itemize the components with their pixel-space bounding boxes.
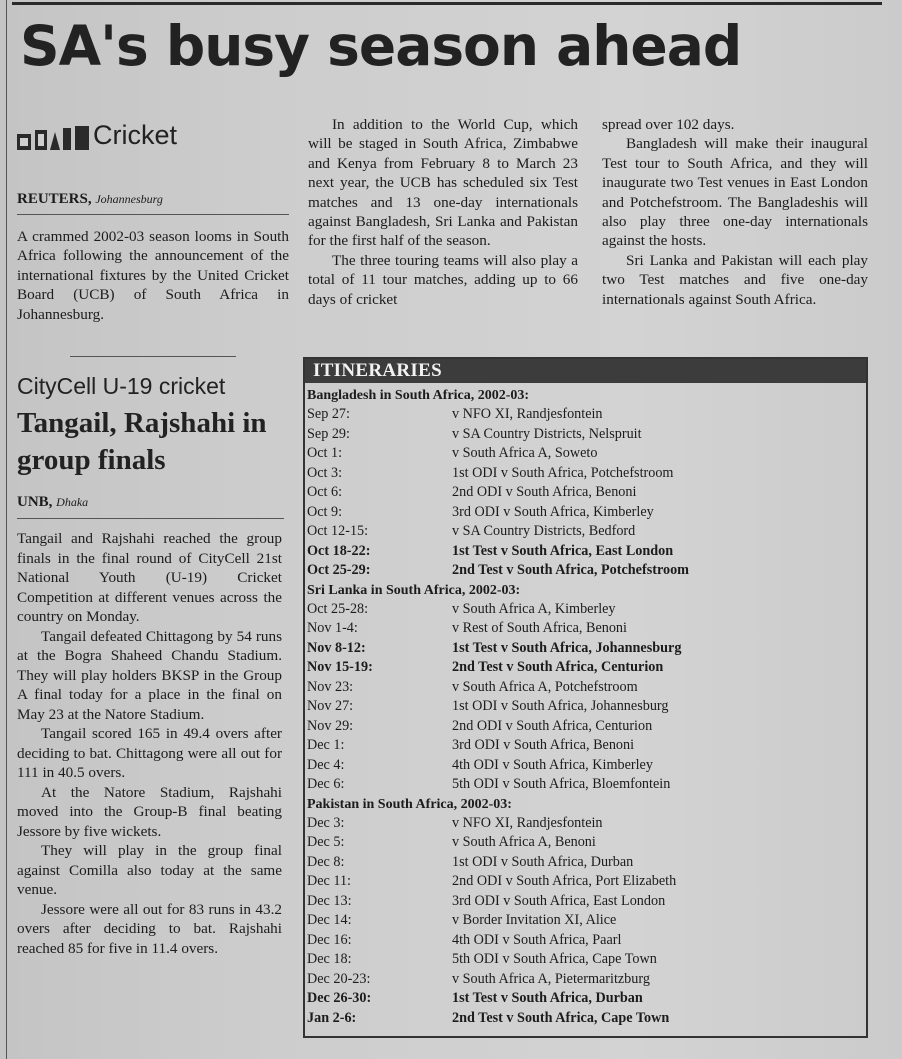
divider	[17, 214, 289, 215]
paragraph: Sri Lanka and Pakistan will each play two Test matches and five one-day internationals against South Africa.	[602, 251, 868, 308]
itinerary-date: Dec 26-30:	[307, 990, 372, 1007]
itinerary-row	[307, 970, 866, 989]
paragraph: Tangail and Rajshahi reached the group finals in the final round of CityCell 21st National Youth (U-19) Cricket Competition at different venues across the country on Monday.	[17, 530, 282, 625]
itinerary-fixture: v South Africa A, Potchefstroom	[452, 678, 638, 695]
itinerary-fixture: v SA Country Districts, Nelspruit	[452, 425, 642, 442]
itinerary-date: Dec 8:	[307, 853, 345, 870]
itinerary-date: Oct 9:	[307, 503, 343, 520]
paragraph: Tangail scored 165 in 49.4 overs after deciding to bat. Chittagong were all out for 111 in 40.5 overs.	[17, 725, 282, 781]
paragraph: At the Natore Stadium, Rajshahi moved into the Group-B final beating Jessore by five wickets.	[17, 783, 282, 840]
itinerary-date: Nov 23:	[307, 678, 354, 695]
divider	[17, 518, 284, 519]
itinerary-fixture: 2nd Test v South Africa, Centurion	[452, 659, 664, 676]
itinerary-fixture: v South Africa A, Pietermaritzburg	[452, 970, 650, 987]
itinerary-date: Nov 29:	[307, 717, 354, 734]
itinerary-date: Jan 2-6:	[307, 1009, 357, 1026]
lead-column	[17, 227, 289, 324]
itinerary-fixture: v South Africa A, Soweto	[452, 445, 598, 462]
right-column	[602, 115, 868, 309]
itinerary-date: Sep 29:	[307, 425, 350, 442]
itinerary-fixture: v Border Invitation XI, Alice	[452, 912, 617, 929]
itinerary-date: Dec 18:	[307, 951, 352, 968]
itinerary-fixture: v SA Country Districts, Bedford	[452, 523, 636, 540]
itinerary-group-heading: Pakistan in South Africa, 2002-03:	[307, 796, 512, 812]
itinerary-date: Oct 18-22:	[307, 542, 371, 559]
paragraph: Tangail defeated Chittagong by 54 runs at the Bogra Shaheed Chandu Stadium. They will play holders BKSP in the Group A final today for a place in the final on May 23 at the Natore Stadium.	[17, 627, 282, 723]
itinerary-row	[307, 444, 866, 463]
itinerary-fixture: v South Africa A, Kimberley	[452, 600, 616, 617]
story2-place: Dhaka	[56, 495, 89, 509]
itinerary-row	[307, 464, 866, 483]
itinerary-row	[307, 483, 866, 502]
itinerary-fixture: 1st ODI v South Africa, Johannesburg	[452, 698, 669, 715]
section-label: Cricket	[93, 120, 178, 150]
itinerary-date: Dec 11:	[307, 873, 351, 890]
itinerary-fixture: 3rd ODI v South Africa, Benoni	[452, 737, 635, 754]
itineraries-box	[303, 357, 868, 1038]
itinerary-date: Dec 5:	[307, 834, 345, 851]
itinerary-date: Nov 8-12:	[307, 639, 366, 656]
itinerary-row	[307, 872, 866, 891]
itinerary-date: Dec 6:	[307, 776, 345, 793]
dateline-place: Johannesburg	[95, 192, 163, 206]
itinerary-row	[307, 619, 866, 638]
itinerary-row	[307, 892, 866, 911]
dateline	[17, 191, 163, 208]
itinerary-fixture: 3rd ODI v South Africa, Kimberley	[452, 503, 654, 520]
itinerary-date: Dec 20-23:	[307, 970, 371, 987]
itinerary-fixture: 5th ODI v South Africa, Bloemfontein	[452, 776, 671, 793]
itinerary-row	[307, 561, 866, 580]
itinerary-date: Oct 1:	[307, 445, 343, 462]
itinerary-row	[307, 697, 866, 716]
itinerary-date: Oct 6:	[307, 484, 343, 501]
story2-byline	[17, 494, 88, 511]
itinerary-date: Oct 25-29:	[307, 562, 371, 579]
itinerary-row	[307, 678, 866, 697]
itinerary-row	[307, 542, 866, 561]
itinerary-fixture: 1st ODI v South Africa, Durban	[452, 853, 634, 870]
itineraries-list	[305, 383, 866, 1028]
itinerary-row	[307, 775, 866, 794]
story2-agency: UNB,	[17, 494, 53, 510]
itinerary-row	[307, 814, 866, 833]
itinerary-row	[307, 658, 866, 677]
itinerary-row	[307, 756, 866, 775]
itinerary-date: Nov 1-4:	[307, 620, 358, 637]
itinerary-date: Dec 16:	[307, 931, 352, 948]
main-headline: SA's busy season ahead	[20, 14, 742, 78]
cricket-logo-icon	[17, 126, 89, 150]
itinerary-fixture: 1st Test v South Africa, Durban	[452, 990, 643, 1007]
itinerary-row	[307, 911, 866, 930]
itinerary-fixture: v Rest of South Africa, Benoni	[452, 620, 627, 637]
itinerary-group-heading: Bangladesh in South Africa, 2002-03:	[307, 388, 530, 403]
itinerary-row	[307, 931, 866, 950]
itinerary-fixture: 1st Test v South Africa, East London	[452, 542, 674, 559]
story2-body	[17, 529, 282, 958]
itinerary-date: Oct 3:	[307, 464, 343, 481]
itinerary-date: Dec 4:	[307, 756, 345, 773]
itinerary-date: Dec 13:	[307, 892, 352, 909]
itinerary-row	[307, 405, 866, 424]
dateline-agency: REUTERS,	[17, 191, 92, 207]
itinerary-fixture: v NFO XI, Randjesfontein	[452, 814, 603, 831]
story2-headline: Tangail, Rajshahi in group finals	[17, 407, 267, 476]
itinerary-row	[307, 833, 866, 852]
itinerary-fixture: 1st Test v South Africa, Johannesburg	[452, 639, 682, 656]
itinerary-date: Nov 15-19:	[307, 659, 373, 676]
itinerary-group-heading: Sri Lanka in South Africa, 2002-03:	[307, 582, 521, 598]
paragraph: In addition to the World Cup, which will be staged in South Africa, Zimbabwe and Kenya from February 8 to March 23 next year, the UCB has scheduled six Test matches and 13 one-day internationals against Bangladesh, Sri Lanka and Pakistan for the first half of the season.	[308, 116, 578, 250]
left-column-rule	[6, 0, 7, 1059]
itinerary-row	[307, 639, 866, 658]
itinerary-fixture: 1st ODI v South Africa, Potchefstroom	[452, 464, 674, 481]
paragraph: They will play in the group final against Comilla also today at the same venue.	[17, 842, 282, 898]
itinerary-row	[307, 425, 866, 444]
itinerary-fixture: 3rd ODI v South Africa, East London	[452, 892, 666, 909]
itinerary-date: Sep 27:	[307, 406, 350, 423]
itinerary-date: Nov 27:	[307, 698, 354, 715]
paragraph: The three touring teams will also play a total of 11 tour matches, adding up to 66 days of cricket	[308, 251, 578, 308]
itinerary-row	[307, 503, 866, 522]
itinerary-fixture: 2nd ODI v South Africa, Port Elizabeth	[452, 873, 677, 890]
itinerary-row	[307, 736, 866, 755]
itinerary-fixture: 2nd ODI v South Africa, Centurion	[452, 717, 653, 734]
itinerary-fixture: 2nd Test v South Africa, Cape Town	[452, 1009, 670, 1026]
itinerary-fixture: v South Africa A, Benoni	[452, 834, 596, 851]
paragraph: Bangladesh will make their inaugural Test tour to South Africa, and they will inaugurate two Test venues in East London and Potchefstroom. The Bangladeshis will also play three one-day internationals against the hosts.	[602, 135, 868, 250]
section-flag	[17, 120, 297, 154]
itinerary-row	[307, 853, 866, 872]
paragraph: spread over 102 days.	[602, 116, 735, 133]
itinerary-row	[307, 950, 866, 969]
story2-kicker: CityCell U-19 cricket	[17, 373, 226, 399]
itinerary-fixture: 2nd Test v South Africa, Potchefstroom	[452, 562, 689, 579]
itinerary-date: Dec 3:	[307, 814, 345, 831]
itinerary-date: Oct 25-28:	[307, 600, 369, 617]
middle-column	[308, 115, 578, 309]
paragraph: Jessore were all out for 83 runs in 43.2 overs after deciding to bat. Rajshahi reached 85 for five in 11.4 overs.	[17, 900, 282, 957]
itinerary-date: Dec 14:	[307, 912, 352, 929]
lead-paragraph: A crammed 2002-03 season looms in South Africa following the announcement of the international fixtures by the United Cricket Board (UCB) of South Africa in Johannesburg.	[17, 228, 289, 323]
itinerary-fixture: v NFO XI, Randjesfontein	[452, 406, 603, 423]
itinerary-row	[307, 989, 866, 1008]
divider	[70, 356, 236, 357]
itinerary-fixture: 5th ODI v South Africa, Cape Town	[452, 951, 657, 968]
top-rule	[12, 2, 882, 5]
itinerary-row	[307, 1009, 866, 1028]
itinerary-fixture: 4th ODI v South Africa, Kimberley	[452, 756, 653, 773]
itinerary-date: Dec 1:	[307, 737, 345, 754]
itinerary-fixture: 4th ODI v South Africa, Paarl	[452, 931, 622, 948]
itinerary-row	[307, 600, 866, 619]
itinerary-date: Oct 12-15:	[307, 523, 369, 540]
itinerary-row	[307, 717, 866, 736]
itineraries-title: ITINERARIES	[305, 359, 866, 383]
itinerary-fixture: 2nd ODI v South Africa, Benoni	[452, 484, 637, 501]
itinerary-row	[307, 522, 866, 541]
